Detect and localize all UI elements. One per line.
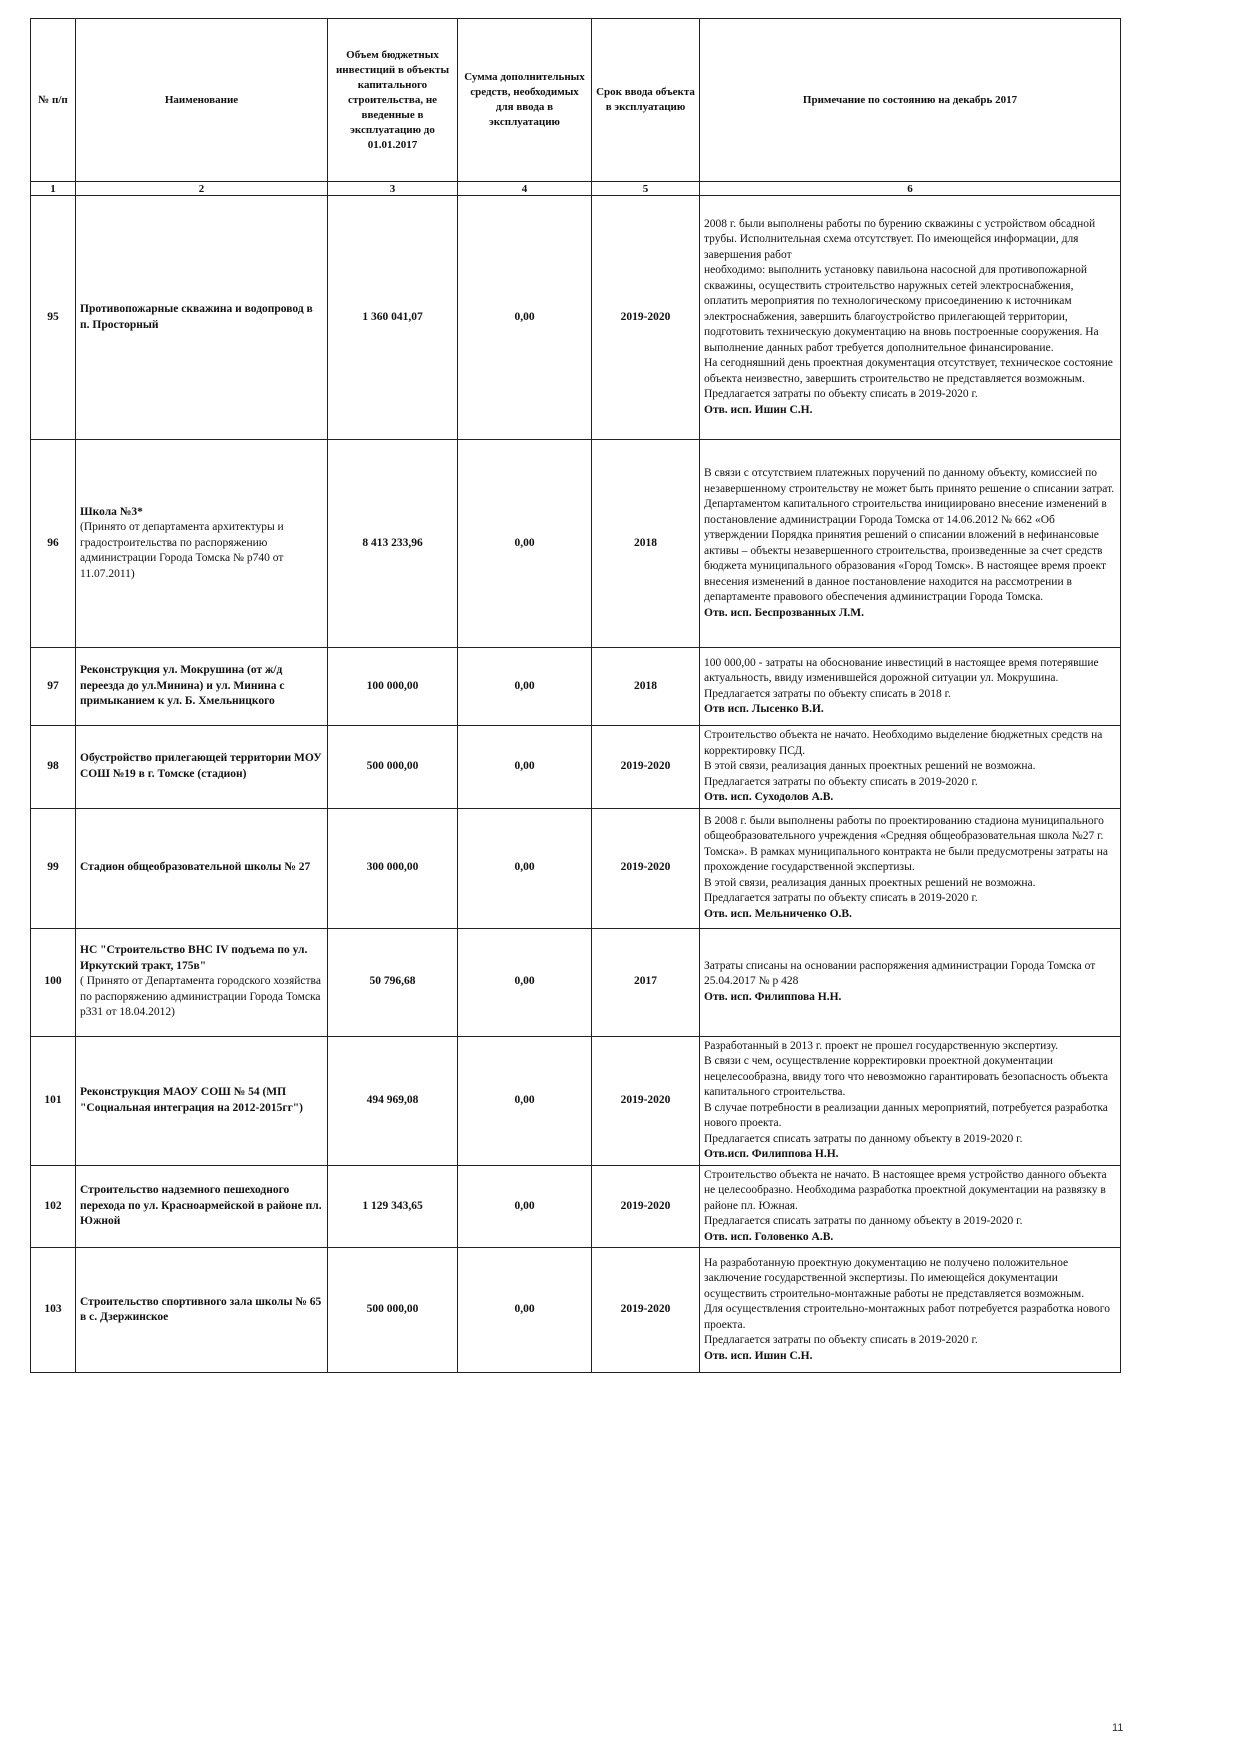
- investment-amount: 8 413 233,96: [328, 440, 458, 648]
- additional-funds: 0,00: [458, 726, 592, 809]
- note-cell: [700, 196, 1121, 440]
- table-row: [31, 1036, 1121, 1165]
- note-paragraph: В этой связи, реализация данных проектных решений не возможна.: [704, 876, 1036, 889]
- note-paragraph: Предлагается списать затраты по данному объекту в 2019-2020 г.: [704, 1132, 1023, 1145]
- note-cell: [700, 1036, 1121, 1165]
- column-number: 6: [700, 182, 1121, 196]
- note-paragraph: На разработанную проектную документацию не получено положительное заключение государственной экспертизы. По имеющейся документации осуществить строительно-монтажные работы не представляется возможным.: [704, 1256, 1085, 1300]
- investment-amount: 500 000,00: [328, 1248, 458, 1373]
- note-paragraph: 100 000,00 - затраты на обоснование инвестиций в настоящее время потерявшие актуальность, ввиду изменившейся дорожной ситуации ул. Мокрушина.: [704, 656, 1099, 684]
- header-row: [31, 19, 1121, 182]
- investment-amount: 500 000,00: [328, 726, 458, 809]
- column-number-row: [31, 182, 1121, 196]
- note-paragraph: Затраты списаны на основании распоряжения администрации Города Томска от 25.04.2017 № р 428: [704, 959, 1096, 988]
- additional-funds: 0,00: [458, 196, 592, 440]
- column-number: 4: [458, 182, 592, 196]
- row-number: 102: [31, 1165, 76, 1248]
- additional-funds: 0,00: [458, 808, 592, 928]
- object-name-title: Строительство надземного пешеходного перехода по ул. Красноармейской в районе пл. Южной: [80, 1184, 322, 1227]
- note-paragraph: В связи с отсутствием платежных поручений по данному объекту, комиссией по незавершенному строительству не может быть принято решение о списании затрат.: [704, 467, 1115, 495]
- investment-amount: 300 000,00: [328, 808, 458, 928]
- object-name: [76, 196, 328, 440]
- additional-funds: 0,00: [458, 1165, 592, 1248]
- note-cell: [700, 1248, 1121, 1373]
- table-body: [31, 196, 1121, 1373]
- page-number: 11: [1112, 1722, 1124, 1734]
- row-number: 97: [31, 648, 76, 726]
- note-paragraph: Строительство объекта не начато. Необходимо выделение бюджетных средств на корректировку ПСД.: [704, 729, 1103, 757]
- row-number: 101: [31, 1036, 76, 1165]
- object-name: [76, 928, 328, 1036]
- object-name: [76, 648, 328, 726]
- object-name-details: (Принято от департамента архитектуры и градостроительства по распоряжению администрации Города Томска № р740 от 11.07.2011): [80, 521, 284, 580]
- note-paragraph: 2008 г. были выполнены работы по бурению скважины с устройством обсадной трубы. Исполнительная схема отсутствует. По имеющейся информации, для завершения работ: [704, 217, 1096, 261]
- note-paragraph: Предлагается затраты по объекту списать в 2019-2020 г.: [704, 892, 978, 905]
- note-paragraph: Предлагается затраты по объекту списать в 2019-2020 г.: [704, 1334, 978, 1347]
- additional-funds: 0,00: [458, 1248, 592, 1373]
- table-row: [31, 440, 1121, 648]
- investment-amount: 494 969,08: [328, 1036, 458, 1165]
- object-name-title: Обустройство прилегающей территории МОУ СОШ №19 в г. Томске (стадион): [80, 752, 322, 780]
- investment-amount: 1 360 041,07: [328, 196, 458, 440]
- note-cell: [700, 440, 1121, 648]
- responsible-person: Отв. исп. Беспрозванных Л.М.: [704, 606, 864, 619]
- object-name-title: Строительство спортивного зала школы № 65 в с. Дзержинское: [80, 1295, 322, 1323]
- responsible-person: Отв. исп. Филиппова Н.Н.: [704, 990, 842, 1003]
- commission-term: 2019-2020: [592, 808, 700, 928]
- row-number: 98: [31, 726, 76, 809]
- object-name: [76, 808, 328, 928]
- header-commission-term: Срок ввода объекта в эксплуатацию: [592, 19, 700, 182]
- responsible-person: Отв. исп. Ишин С.Н.: [704, 1349, 813, 1362]
- note-paragraph: Предлагается затраты по объекту списать в 2018 г.: [704, 687, 951, 700]
- note-paragraph: В этой связи, реализация данных проектных решений не возможна.: [704, 760, 1036, 772]
- header-investment: Объем бюджетных инвестиций в объекты капитального строительства, не введенные в эксплуатацию до 01.01.2017: [328, 19, 458, 182]
- investment-amount: 1 129 343,65: [328, 1165, 458, 1248]
- note-paragraph: необходимо: выполнить установку павильона насосной для противопожарной скважины, осуществить строительство наружных сетей электроснабжения, оплатить мероприятия по технологическому присоединению к источникам электроснабжения, завершить благоустройство прилегающей территории, подготовить техническую документацию на вновь построенные сооружения. На выполнение данных работ требуется дополнительное финансирование.: [704, 264, 1099, 354]
- object-name-title: Реконструкция МАОУ СОШ № 54 (МП "Социальная интеграция на 2012-2015гг"): [80, 1086, 304, 1114]
- column-number: 2: [76, 182, 328, 196]
- additional-funds: 0,00: [458, 440, 592, 648]
- table-row: [31, 808, 1121, 928]
- object-name: [76, 726, 328, 809]
- note-paragraph: Предлагается затраты по объекту списать в 2019-2020 г.: [704, 775, 978, 788]
- table-row: [31, 1165, 1121, 1248]
- registry-table: [30, 18, 1121, 1373]
- note-cell: [700, 648, 1121, 726]
- object-name-title: Противопожарные скважина и водопровод в п. Просторный: [80, 303, 313, 331]
- investment-amount: 50 796,68: [328, 928, 458, 1036]
- object-name: [76, 1248, 328, 1373]
- commission-term: 2019-2020: [592, 1036, 700, 1165]
- note-cell: [700, 1165, 1121, 1248]
- note-paragraph: Для осуществления строительно-монтажных работ потребуется разработка нового проекта.: [704, 1303, 1110, 1331]
- note-cell: [700, 808, 1121, 928]
- commission-term: 2019-2020: [592, 1248, 700, 1373]
- investment-amount: 100 000,00: [328, 648, 458, 726]
- note-paragraph: Предлагается списать затраты по данному объекту в 2019-2020 г.: [704, 1215, 1023, 1227]
- row-number: 95: [31, 196, 76, 440]
- header-additional-funds: Сумма дополнительных средств, необходимых для ввода в эксплуатацию: [458, 19, 592, 182]
- table-row: [31, 928, 1121, 1036]
- object-name-details: ( Принято от Департамента городского хозяйства по распоряжению администрации Города Томска р331 от 18.04.2012): [80, 975, 321, 1019]
- commission-term: 2018: [592, 440, 700, 648]
- row-number: 103: [31, 1248, 76, 1373]
- object-name: [76, 440, 328, 648]
- note-cell: [700, 928, 1121, 1036]
- commission-term: 2018: [592, 648, 700, 726]
- commission-term: 2019-2020: [592, 1165, 700, 1248]
- object-name-title: Реконструкция ул. Мокрушина (от ж/д переезда до ул.Минина) и ул. Минина с примыканием к ул. Б. Хмельницкого: [80, 664, 285, 708]
- column-number: 5: [592, 182, 700, 196]
- commission-term: 2019-2020: [592, 196, 700, 440]
- object-name-title: Стадион общеобразовательной школы № 27: [80, 861, 311, 874]
- header-note: Примечание по состоянию на декабрь 2017: [700, 19, 1121, 182]
- note-paragraph: Разработанный в 2013 г. проект не прошел государственную экспертизу.: [704, 1039, 1059, 1052]
- additional-funds: 0,00: [458, 648, 592, 726]
- table-row: [31, 648, 1121, 726]
- header-number: № п/п: [31, 19, 76, 182]
- table-row: [31, 1248, 1121, 1373]
- object-name-title: НС "Строительство ВНС IV подъема по ул. Иркутский тракт, 175в": [80, 944, 308, 972]
- responsible-person: Отв исп. Лысенко В.И.: [704, 703, 824, 715]
- commission-term: 2017: [592, 928, 700, 1036]
- object-name-title: Школа №3*: [80, 505, 143, 518]
- note-paragraph: В 2008 г. были выполнены работы по проектированию стадиона муниципального общеобразовательного учреждения «Средняя общеобразовательная школа №27 г. Томска». В рамках муниципального контракта не были предусмотрены затраты на прохождение государственной экспертизы.: [704, 814, 1109, 874]
- additional-funds: 0,00: [458, 1036, 592, 1165]
- object-name: [76, 1165, 328, 1248]
- responsible-person: Отв. исп. Мельниченко О.В.: [704, 907, 852, 920]
- note-paragraph: Строительство объекта не начато. В настоящее время устройство данного объекта не целесообразно. Необходима разработка проектной документации на развязку в районе пл. Южная.: [704, 1168, 1107, 1212]
- column-number: 3: [328, 182, 458, 196]
- header-name: Наименование: [76, 19, 328, 182]
- responsible-person: Отв. исп. Суходолов А.В.: [704, 791, 834, 803]
- additional-funds: 0,00: [458, 928, 592, 1036]
- table-row: [31, 726, 1121, 809]
- row-number: 100: [31, 928, 76, 1036]
- object-name: [76, 1036, 328, 1165]
- note-paragraph: В связи с чем, осуществление корректировки проектной документации нецелесообразна, ввиду того что невозможно гарантировать безопасность объекта капитального строительства.: [704, 1055, 1108, 1098]
- responsible-person: Отв. исп. Ишин С.Н.: [704, 403, 813, 416]
- table-row: [31, 196, 1121, 440]
- note-paragraph: Предлагается затраты по объекту списать в 2019-2020 г.: [704, 388, 978, 401]
- responsible-person: Отв. исп. Головенко А.В.: [704, 1230, 834, 1243]
- note-paragraph: Департаментом капитального строительства инициировано внесение изменений в постановление администрации Города Томска от 14.06.2012 № 662 «Об утверждении Порядка принятия решений о списании вложений в нефинансовые активы – объекты незавершенного строительства, произведенные за счет средств бюджета муниципального образования «Город Томск». В настоящее время проект внесения изменений в данное постановление находится на рассмотрении в департаменте правового обеспечения администрации Города Томска.: [704, 498, 1107, 603]
- note-cell: [700, 726, 1121, 809]
- row-number: 99: [31, 808, 76, 928]
- responsible-person: Отв.исп. Филиппова Н.Н.: [704, 1148, 839, 1160]
- row-number: 96: [31, 440, 76, 648]
- note-paragraph: В случае потребности в реализации данных мероприятий, потребуется разработка нового проекта.: [704, 1101, 1108, 1129]
- column-number: 1: [31, 182, 76, 196]
- commission-term: 2019-2020: [592, 726, 700, 809]
- note-paragraph: На сегодняшний день проектная документация отсутствует, техническое состояние объекта неизвестно, завершить строительство не представляется возможным.: [704, 357, 1113, 385]
